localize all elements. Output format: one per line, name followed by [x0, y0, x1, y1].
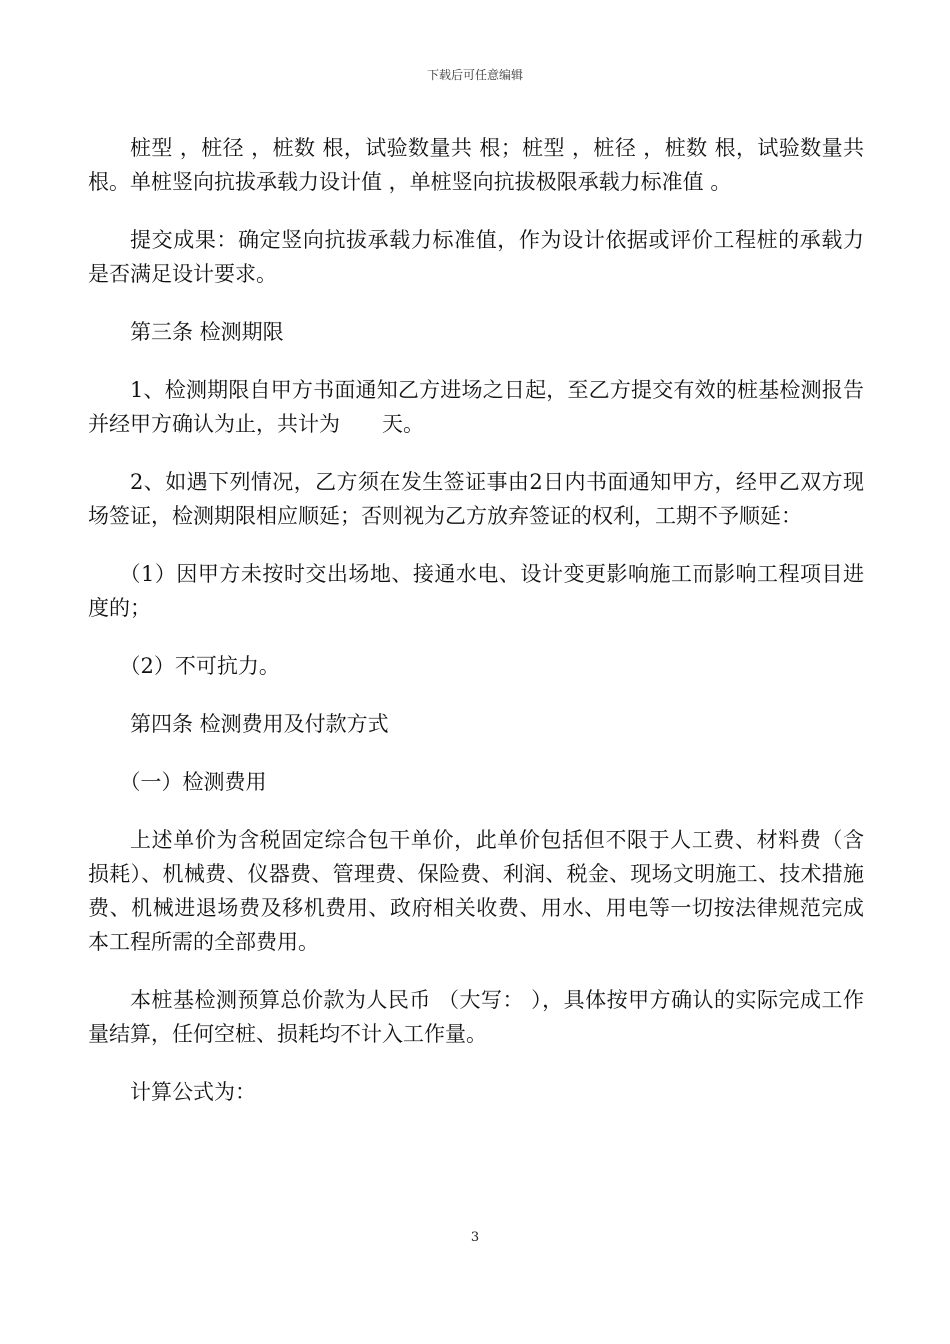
- paragraph-item-2: （2）不可抗力。: [119, 654, 280, 678]
- paragraph-total-price: 本桩基检测预算总价款为人民币 （大写： ），具体按甲方确认的实际完成工作量结算，任何空桩、损耗均不计入工作量。: [88, 988, 864, 1046]
- paragraph-item-1: （1）因甲方未按时交出场地、接通水电、设计变更影响施工而影响工程项目进度的；: [88, 562, 864, 620]
- paragraph-period-2: 2、如遇下列情况，乙方须在发生签证事由2日内书面通知甲方，经甲乙双方现场签证，检测期限相应顺延；否则视为乙方放弃签证的权利，工期不予顺延：: [88, 470, 864, 528]
- article-4-heading: 第四条 检测费用及付款方式: [130, 712, 389, 736]
- paragraph-formula: 计算公式为：: [130, 1080, 256, 1104]
- page-number: 3: [470, 1230, 480, 1245]
- page-header: 下载后可任意编辑: [426, 68, 523, 82]
- paragraph-pile-specs: 桩型 ，桩径 ，桩数 根，试验数量共 根；桩型 ，桩径 ，桩数 根，试验数量共 根。单桩竖向抗拔承载力设计值 ，单桩竖向抗拔极限承载力标准值 。: [88, 136, 864, 194]
- article-3-heading: 第三条 检测期限: [130, 320, 284, 344]
- document-body: [88, 131, 864, 1133]
- section-fee-heading: （一）检测费用: [119, 770, 267, 794]
- paragraph-deliverables: 提交成果：确定竖向抗拔承载力标准值，作为设计依据或评价工程桩的承载力是否满足设计要求。: [88, 228, 864, 286]
- paragraph-period-1: 1、检测期限自甲方书面通知乙方进场之日起，至乙方提交有效的桩基检测报告并经甲方确认为止，共计为 天。: [88, 378, 864, 436]
- paragraph-unit-price: 上述单价为含税固定综合包干单价，此单价包括但不限于人工费、材料费（含损耗）、机械费、仪器费、管理费、保险费、利润、税金、现场文明施工、技术措施费、机械进退场费及移机费用、政府相关收费、用水、用电等一切按法律规范完成本工程所需的全部费用。: [88, 828, 864, 954]
